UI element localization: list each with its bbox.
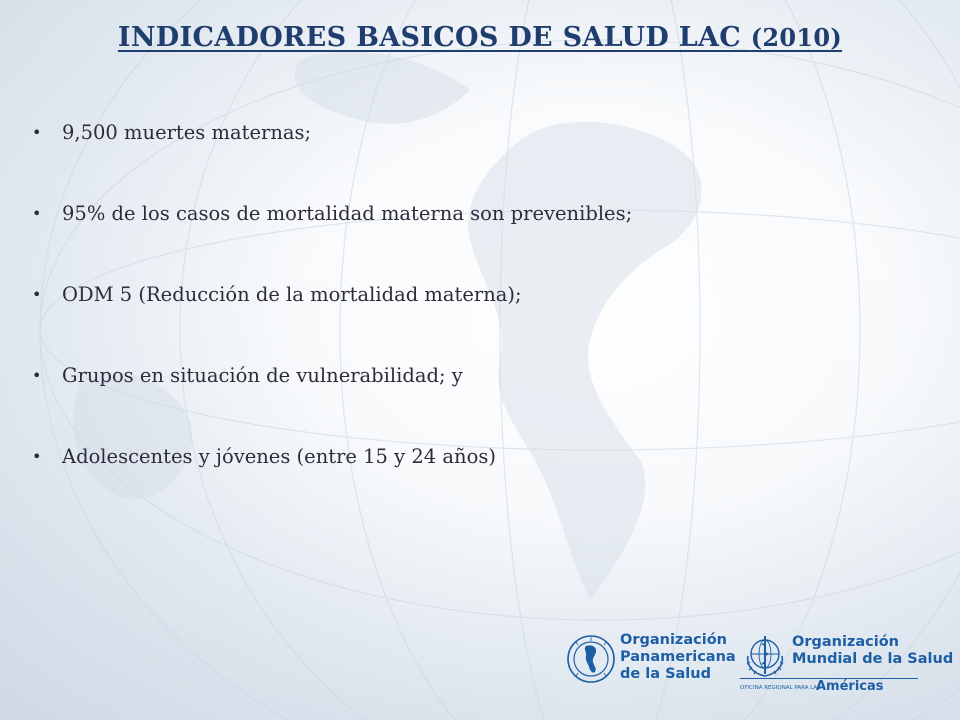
bullet-icon: • — [32, 447, 42, 466]
list-item — [28, 278, 632, 359]
paho-name-line2: Panamericana — [620, 649, 736, 665]
paho-globe-emblem-icon — [566, 634, 616, 684]
paho-logo — [566, 632, 736, 690]
bullet-text: Adolescentes y jóvenes (entre 15 y 24 años) — [62, 445, 496, 468]
bullet-text: Grupos en situación de vulnerabilidad; y — [62, 364, 463, 387]
list-item — [28, 359, 632, 440]
bullet-icon: • — [32, 285, 42, 304]
list-item — [28, 116, 632, 197]
paho-name — [620, 632, 736, 683]
list-item — [28, 197, 632, 278]
bullet-text: ODM 5 (Reducción de la mortalidad materna); — [62, 283, 522, 306]
who-emblem-icon — [740, 632, 790, 682]
paho-name-line3: de la Salud — [620, 666, 711, 682]
who-name-line1: Organización — [792, 634, 900, 650]
who-name-line2: Mundial de la Salud — [792, 651, 954, 667]
slide-title-year: (2010) — [750, 23, 843, 52]
who-logo — [740, 632, 954, 694]
bullet-icon: • — [32, 366, 42, 385]
slide-title — [0, 22, 960, 53]
who-name — [792, 634, 953, 668]
bullet-list — [28, 116, 632, 521]
who-region-name: Américas — [816, 679, 884, 694]
bullet-text: 9,500 muertes maternas; — [62, 121, 312, 144]
bullet-icon: • — [32, 204, 42, 223]
slide-title-text: INDICADORES BASICOS DE SALUD LAC — [117, 22, 742, 53]
who-regional-label: OFICINA REGIONAL PARA LAS — [740, 685, 821, 691]
list-item — [28, 440, 632, 521]
paho-name-line1: Organización — [620, 632, 728, 648]
bullet-icon: • — [32, 123, 42, 142]
bullet-text: 95% de los casos de mortalidad materna son prevenibles; — [62, 202, 633, 225]
